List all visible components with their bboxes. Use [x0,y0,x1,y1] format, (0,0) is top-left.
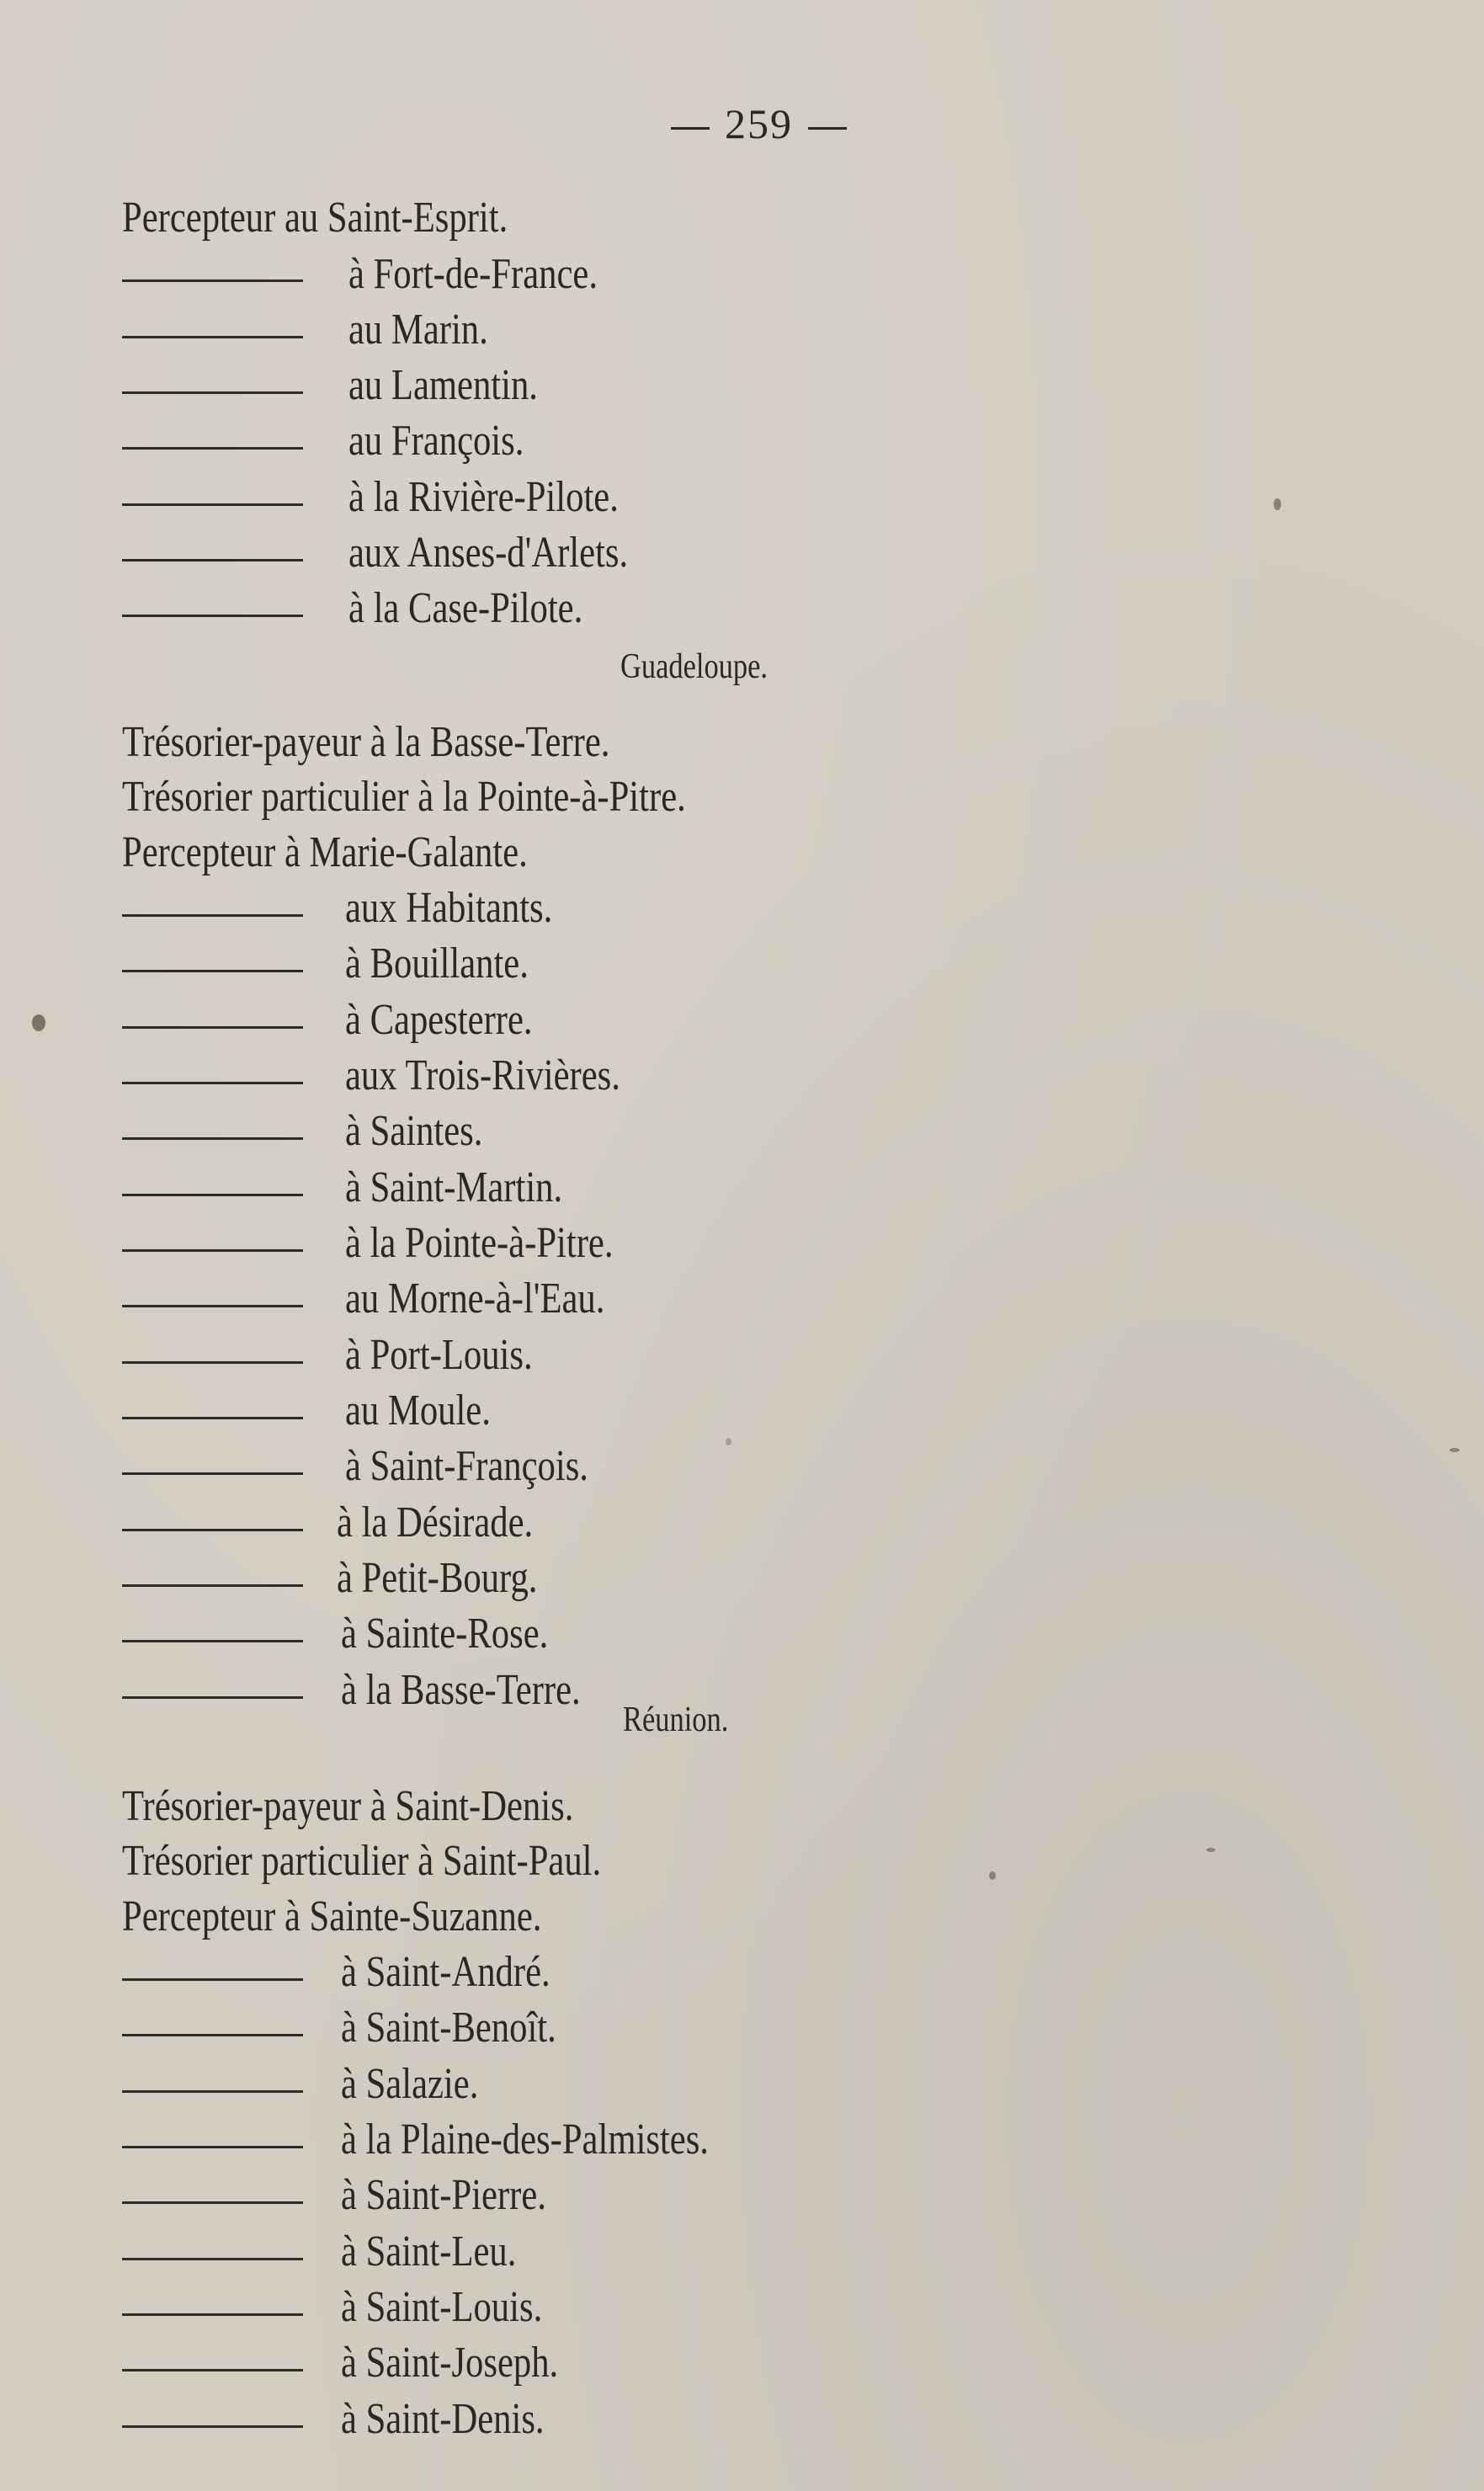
entry-place: au Saint-Esprit. [284,194,508,242]
paper-speck [726,1438,731,1445]
paper-speck [1274,498,1281,510]
entry-place: aux Trois-Rivières. [345,1051,620,1099]
ditto-rule [122,2425,303,2428]
entry-row [122,825,528,881]
entry-place: à la Case-Pilote. [348,584,583,632]
ditto-rule [122,1361,303,1364]
entry-title: Trésorier particulier [122,1837,409,1885]
entry-row [122,1889,541,1945]
entry-place: à la Désirade. [337,1498,534,1546]
section-heading: Guadeloupe. [620,647,769,686]
ditto-rule [122,2146,303,2148]
paper-speck [989,1871,996,1880]
ditto-rule [122,1584,303,1587]
ditto-rule [122,1978,303,1981]
entry-place: à Salazie. [341,2060,479,2108]
entry-place: à Saint-Benoît. [341,2004,556,2052]
page-number-dash-right [808,127,847,130]
entry-place: au François. [348,417,524,465]
entry-place: à la Basse-Terre. [370,718,610,766]
ditto-rule [122,2369,303,2371]
entry-row [122,190,508,246]
ditto-rule [122,1640,303,1642]
entry-place: à Bouillante. [345,939,529,987]
ditto-rule [122,914,303,917]
paper-speck [1449,1448,1460,1452]
entry-place: à Sainte-Suzanne. [284,1892,542,1940]
ditto-rule [122,279,303,282]
entry-place: aux Anses-d'Arlets. [348,529,629,577]
entry-place: à Saint-Martin. [345,1163,563,1211]
section-heading: Réunion. [623,1701,729,1739]
ditto-rule [122,615,303,617]
ditto-rule [122,391,303,394]
entry-place: à Saint-Denis. [341,2395,545,2443]
ditto-rule [122,1472,303,1475]
entry-row [122,715,609,770]
ditto-rule [122,336,303,338]
entry-place: à Saint-Leu. [341,2228,517,2275]
entry-title: Percepteur [122,194,276,242]
entry-place: à Saint-Joseph. [341,2339,559,2387]
entry-place: à la Basse-Terre. [341,1666,581,1714]
page-number-dash-left [671,127,710,130]
entry-place: à la Rivière-Pilote. [348,473,619,521]
ditto-rule [122,970,303,972]
entry-place: à Saint-Denis. [370,1782,574,1830]
paper-speck [32,1014,45,1031]
ditto-rule [122,2201,303,2204]
ditto-rule [122,1417,303,1419]
entry-row [122,769,686,825]
entry-place: à Saint-Louis. [341,2283,543,2331]
ditto-rule [122,1305,303,1307]
entry-place: à la Pointe-à-Pitre. [345,1219,614,1267]
entry-place: à Marie-Galante. [284,828,528,876]
entry-place: au Moule. [345,1387,491,1434]
ditto-rule [122,1194,303,1196]
ditto-rule [122,1082,303,1084]
entry-row [122,1779,573,1834]
ditto-rule [122,1137,303,1140]
entry-place: au Lamentin. [348,361,538,409]
ditto-rule [122,447,303,450]
ditto-rule [122,1529,303,1531]
entry-place: à Fort-de-France. [348,250,598,298]
entry-place: à Capesterre. [345,996,533,1044]
entry-place: à Port-Louis. [345,1331,533,1379]
paper-speck [1206,1848,1215,1852]
page-number-text: 259 [725,100,793,147]
entry-place: à Sainte-Rose. [341,1610,549,1658]
ditto-rule [122,2090,303,2093]
entry-place: à Saint-Paul. [418,1837,602,1885]
entry-place: à Saintes. [345,1107,483,1155]
entry-title: Trésorier-payeur [122,1782,362,1830]
entry-place: à Saint-Pierre. [341,2171,546,2219]
ditto-rule [122,1696,303,1699]
entry-place: au Morne-à-l'Eau. [345,1275,605,1323]
entry-place: à la Plaine-des-Palmistes. [341,2116,709,2164]
entry-place: au Marin. [348,306,488,354]
entry-title: Percepteur [122,1892,276,1940]
ditto-rule [122,2313,303,2316]
ditto-rule [122,2258,303,2260]
entry-place: aux Habitants. [345,884,553,932]
entry-title: Percepteur [122,828,276,876]
ditto-rule [122,2034,303,2036]
entry-title: Trésorier-payeur [122,718,362,766]
ditto-rule [122,559,303,562]
entry-row [122,1834,601,1889]
page-number [0,99,1484,148]
ditto-rule [122,1249,303,1252]
entry-place: à Petit-Bourg. [337,1554,538,1602]
entry-place: à la Pointe-à-Pitre. [418,773,686,821]
ditto-rule [122,1026,303,1029]
ditto-rule [122,503,303,506]
entry-title: Trésorier particulier [122,773,409,821]
entry-place: à Saint-André. [341,1948,551,1996]
entry-place: à Saint-François. [345,1442,588,1490]
